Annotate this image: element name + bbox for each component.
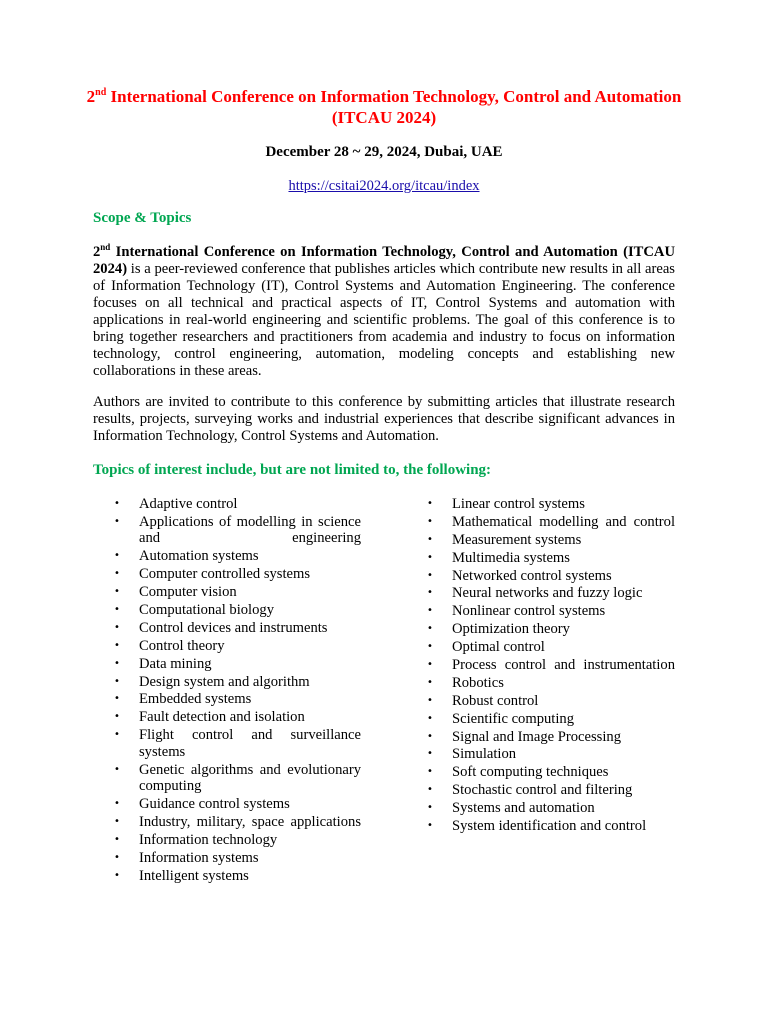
bullet-icon: • (114, 621, 120, 633)
bullet-icon: • (427, 641, 433, 653)
topic-label: Computer vision (139, 584, 237, 601)
title-ordinal-suffix: nd (95, 87, 107, 98)
topic-label: Information technology (139, 831, 278, 848)
topic-item (427, 675, 675, 692)
scope-p1-bold-text: International Conference on Information Technology, Control and Automation (ITCAU 2024) (93, 244, 675, 277)
topic-item (114, 548, 361, 565)
bullet-icon: • (114, 763, 120, 775)
bullet-icon: • (427, 694, 433, 706)
topic-label: Control devices and instruments (139, 619, 328, 636)
topic-item (427, 496, 675, 513)
topic-item (427, 746, 675, 763)
topic-label: Neural networks and fuzzy logic (452, 585, 643, 602)
topic-label: Adaptive control (139, 496, 238, 512)
title-text: International Conference on Information Technology, Control and Automation (ITCAU 2024) (106, 87, 682, 127)
bullet-icon: • (427, 569, 433, 581)
topic-item (427, 532, 675, 549)
topic-item (427, 550, 675, 567)
topic-item (114, 709, 361, 726)
topic-label: Computational biology (139, 601, 274, 618)
scope-p1-ordinal-suffix: nd (100, 242, 111, 252)
bullet-icon: • (427, 748, 433, 760)
topic-label: Information systems (139, 849, 259, 866)
bullet-icon: • (427, 551, 433, 563)
topic-item (427, 621, 675, 638)
topic-label: Mathematical modelling and control (452, 513, 675, 530)
bullet-icon: • (427, 802, 433, 814)
topic-label: Networked control systems (452, 567, 612, 584)
topic-item (427, 818, 675, 835)
bullet-icon: • (114, 729, 120, 741)
topic-item (114, 566, 361, 583)
topic-item (427, 639, 675, 656)
topic-item (427, 657, 675, 674)
scope-paragraph-2: Authors are invited to contribute to this conference by submitting articles that illustrate research results, projects, surveying works and industrial experiences that describe significant advances in Information Technology, Control Systems and Automation. (93, 394, 675, 444)
bullet-icon: • (114, 711, 120, 723)
topic-item (114, 868, 361, 885)
topic-label: Robust control (452, 692, 539, 709)
topic-item (114, 514, 361, 547)
conference-dates: December 28 ~ 29, 2024, Dubai, UAE (265, 144, 503, 160)
topic-label: Soft computing techniques (452, 764, 609, 781)
topic-item (427, 514, 675, 531)
scope-paragraph-1 (93, 244, 675, 380)
topic-label: Optimal control (452, 639, 545, 656)
bullet-icon: • (114, 498, 120, 509)
bullet-icon: • (427, 623, 433, 635)
topic-label: Control theory (139, 637, 225, 654)
bullet-icon: • (114, 568, 120, 580)
topic-label: Embedded systems (139, 691, 252, 708)
topic-item (114, 850, 361, 867)
bullet-icon: • (427, 515, 433, 527)
topic-label: Systems and automation (452, 800, 595, 817)
topic-label: Optimization theory (452, 621, 570, 638)
scope-heading: Scope & Topics (93, 210, 192, 226)
topic-item (114, 602, 361, 619)
topic-item (427, 729, 675, 746)
topic-item (427, 693, 675, 710)
bullet-icon: • (427, 766, 433, 778)
bullet-icon: • (427, 659, 433, 671)
bullet-icon: • (427, 498, 433, 509)
conference-title (60, 86, 708, 128)
topic-label: Robotics (452, 674, 504, 691)
topic-label: Industry, military, space applications (139, 813, 361, 830)
topic-item (114, 762, 361, 795)
scope-p1-text: is a peer-reviewed conference that publishes articles which contribute new results in all areas of Information Technology (IT), Control Systems and Automation Engineering. The conference focuses on all technical and practical aspects of IT, Control Systems and automation with applications in real-world engineering and scientific problems. The goal of this conference is to bring together researchers and practitioners from academia and industry to focus on information technology, control engineering, automation, modeling concepts and establishing new collaborations in these areas. (93, 261, 675, 379)
conference-url-line (60, 177, 708, 195)
topic-label: Multimedia systems (452, 549, 570, 566)
topic-label: Design system and algorithm (139, 673, 310, 690)
topic-label: Measurement systems (452, 531, 582, 548)
topic-label: Signal and Image Processing (452, 728, 622, 745)
topic-item (114, 656, 361, 673)
bullet-icon: • (114, 657, 120, 669)
bullet-icon: • (114, 550, 120, 562)
topic-label: Process control and instrumentation (452, 657, 675, 674)
topic-label: Applications of modelling in science and engineering (139, 513, 361, 547)
topic-item (427, 585, 675, 602)
bullet-icon: • (427, 533, 433, 545)
topic-item (114, 674, 361, 691)
topic-label: Genetic algorithms and evolutionary computing (139, 761, 361, 795)
bullet-icon: • (427, 712, 433, 724)
topic-item (114, 638, 361, 655)
bullet-icon: • (114, 833, 120, 845)
topic-label: Flight control and surveillance systems (139, 727, 361, 760)
bullet-icon: • (114, 639, 120, 651)
topics-list-right (427, 496, 675, 836)
topic-item (114, 814, 361, 831)
topics-heading: Topics of interest include, but are not limited to, the following: (93, 462, 492, 478)
topic-label: Automation systems (139, 548, 259, 565)
topic-item (114, 620, 361, 637)
conference-url-link[interactable]: https://csitai2024.org/itcau/index (288, 178, 480, 194)
topic-label: Computer controlled systems (139, 566, 311, 583)
bullet-icon: • (114, 603, 120, 615)
topic-item (114, 496, 361, 513)
title-ordinal: 2 (86, 87, 96, 106)
topic-item (114, 691, 361, 708)
bullet-icon: • (114, 675, 120, 687)
topic-item (427, 764, 675, 781)
topic-item (114, 832, 361, 849)
topic-label: Nonlinear control systems (452, 603, 606, 620)
bullet-icon: • (114, 869, 120, 881)
topic-label: Intelligent systems (139, 867, 249, 884)
topic-label: Simulation (452, 746, 517, 763)
bullet-icon: • (114, 815, 120, 827)
bullet-icon: • (427, 587, 433, 599)
bullet-icon: • (114, 851, 120, 863)
bullet-icon: • (427, 820, 433, 832)
bullet-icon: • (114, 693, 120, 705)
bullet-icon: • (114, 797, 120, 809)
topic-label: System identification and control (452, 818, 647, 835)
topic-item (114, 796, 361, 813)
topic-label: Stochastic control and filtering (452, 782, 633, 799)
bullet-icon: • (114, 515, 120, 527)
topic-label: Data mining (139, 655, 212, 672)
bullet-icon: • (427, 676, 433, 688)
topic-item (114, 727, 361, 760)
scope-p1-ordinal: 2 (93, 244, 101, 260)
topic-item (427, 800, 675, 817)
topics-list-left (114, 496, 361, 885)
topic-item (427, 711, 675, 728)
topic-label: Fault detection and isolation (139, 709, 305, 726)
topic-item (427, 603, 675, 620)
bullet-icon: • (427, 784, 433, 796)
topic-item (114, 584, 361, 601)
bullet-icon: • (427, 730, 433, 742)
topic-label: Linear control systems (452, 496, 585, 512)
topic-item (427, 568, 675, 585)
bullet-icon: • (427, 605, 433, 617)
topic-label: Guidance control systems (139, 795, 290, 812)
bullet-icon: • (114, 586, 120, 598)
topic-label: Scientific computing (452, 710, 574, 727)
topic-item (427, 782, 675, 799)
